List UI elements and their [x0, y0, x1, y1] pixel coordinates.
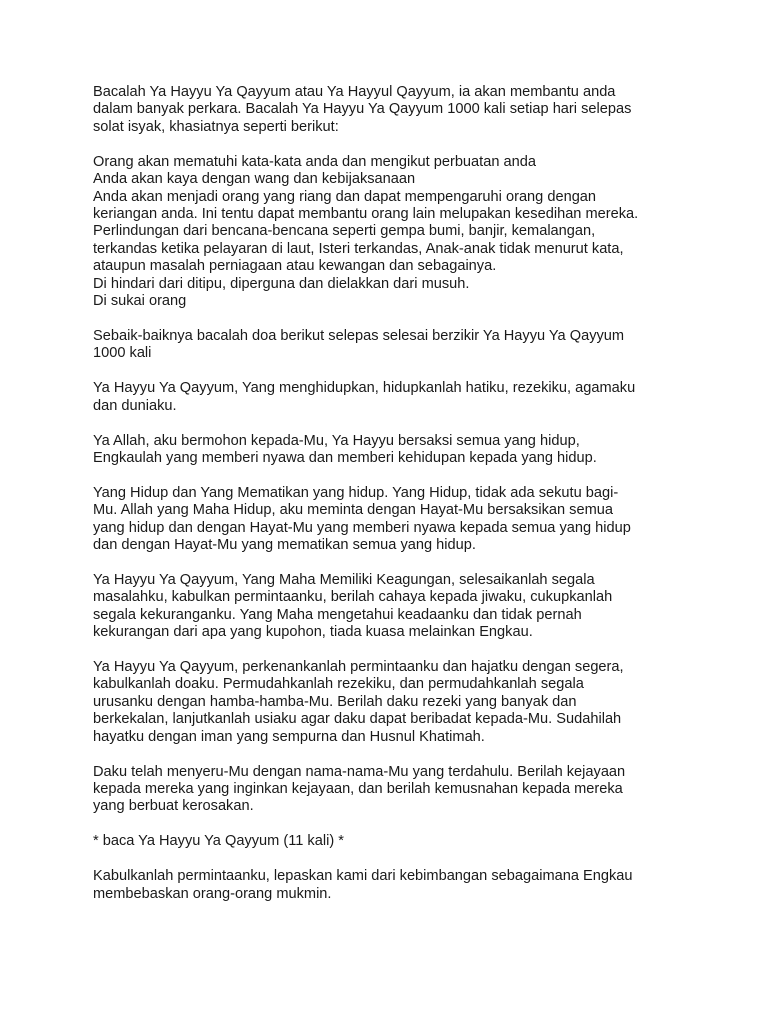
text-line: berkekalan, lanjutkanlah usiaku agar daku dapat beribadat kepada-Mu. Sudahilah: [93, 711, 622, 728]
text-line: Mu. Allah yang Maha Hidup, aku meminta dengan Hayat-Mu bersaksikan semua: [93, 502, 613, 519]
paragraph-prayer-1: [93, 380, 708, 415]
paragraph-intro: [93, 84, 708, 136]
text-line: Bacalah Ya Hayyu Ya Qayyum atau Ya Hayyul Qayyum, ia akan membantu anda: [93, 84, 616, 100]
text-line: solat isyak, khasiatnya seperti berikut:: [93, 118, 339, 135]
text-line: membebaskan orang-orang mukmin.: [93, 885, 332, 902]
text-line: masalahku, kabulkan permintaanku, berilah cahaya kepada jiwaku, cukupkanlah: [93, 589, 613, 606]
text-line: yang hidup dan dengan Hayat-Mu yang memberi nyawa kepada semua yang hidup: [93, 519, 631, 536]
text-line: hayatku dengan iman yang sempurna dan Husnul Khatimah.: [93, 728, 485, 745]
paragraph-prayer-5: [93, 659, 708, 746]
text-line: segala kekuranganku. Yang Maha mengetahui keadaanku dan tidak pernah: [93, 606, 582, 623]
text-line: Sebaik-baiknya bacalah doa berikut selepas selesai berzikir Ya Hayyu Ya Qayyum: [93, 327, 625, 344]
text-line: keriangan anda. Ini tentu dapat membantu orang lain melupakan kesedihan mereka.: [93, 205, 639, 222]
text-line: kekurangan dari apa yang kupohon, tiada kuasa melainkan Engkau.: [93, 624, 533, 641]
paragraph-benefits: [93, 154, 708, 311]
paragraph-prayer-7: [93, 868, 708, 903]
text-line: kabulkanlah doaku. Permudahkanlah rezekiku, dan permudahkanlah segala: [93, 676, 584, 693]
text-line: dan dengan Hayat-Mu yang mematikan semua yang hidup.: [93, 537, 476, 554]
text-line: Yang Hidup dan Yang Mematikan yang hidup. Yang Hidup, tidak ada sekutu bagi-: [93, 484, 619, 501]
text-line: Di hindari dari ditipu, diperguna dan dielakkan dari musuh.: [93, 275, 470, 292]
text-line: 1000 kali: [93, 345, 152, 362]
paragraph-prayer-4: [93, 572, 708, 642]
text-line: * baca Ya Hayyu Ya Qayyum (11 kali) *: [93, 833, 344, 850]
text-line: kepada mereka yang inginkan kejayaan, dan berilah kemusnahan kepada mereka: [93, 781, 623, 797]
text-line: Kabulkanlah permintaanku, lepaskan kami dari kebimbangan sebagaimana Engkau: [93, 868, 633, 885]
text-line: Ya Hayyu Ya Qayyum, perkenankanlah permintaanku dan hajatku dengan segera,: [93, 659, 624, 676]
text-line: yang berbuat kerosakan.: [93, 798, 254, 815]
text-line: dan duniaku.: [93, 397, 177, 414]
paragraph-prayer-3: [93, 485, 708, 555]
text-line: Daku telah menyeru-Mu dengan nama-nama-Mu yang terdahulu. Berilah kejayaan: [93, 763, 626, 780]
paragraph-prayer-2: [93, 433, 708, 468]
text-line: Ya Hayyu Ya Qayyum, Yang menghidupkan, hidupkanlah hatiku, rezekiku, agamaku: [93, 380, 636, 397]
paragraph-recitation-note: [93, 833, 708, 850]
paragraph-prayer-6: [93, 764, 708, 816]
text-line: terkandas ketika pelayaran di laut, Isteri terkandas, Anak-anak tidak menurut kata,: [93, 240, 624, 257]
text-line: urusanku dengan hamba-hamba-Mu. Berilah daku rezeki yang banyak dan: [93, 693, 577, 710]
text-line: Di sukai orang: [93, 292, 187, 309]
text-line: Anda akan kaya dengan wang dan kebijaksanaan: [93, 171, 416, 188]
text-line: Ya Allah, aku bermohon kepada-Mu, Ya Hayyu bersaksi semua yang hidup,: [93, 432, 580, 449]
text-line: dalam banyak perkara. Bacalah Ya Hayyu Ya Qayyum 1000 kali setiap hari selepas: [93, 101, 632, 118]
text-line: Ya Hayyu Ya Qayyum, Yang Maha Memiliki Keagungan, selesaikanlah segala: [93, 571, 595, 588]
text-line: ataupun masalah perniagaan atau kewangan dan sebagainya.: [93, 258, 497, 275]
text-line: Anda akan menjadi orang yang riang dan dapat mempengaruhi orang dengan: [93, 188, 597, 205]
text-line: Perlindungan dari bencana-bencana seperti gempa bumi, banjir, kemalangan,: [93, 223, 596, 240]
text-line: Orang akan mematuhi kata-kata anda dan mengikut perbuatan anda: [93, 153, 536, 170]
text-line: Engkaulah yang memberi nyawa dan memberi kehidupan kepada yang hidup.: [93, 449, 597, 466]
paragraph-instruction: [93, 328, 708, 363]
